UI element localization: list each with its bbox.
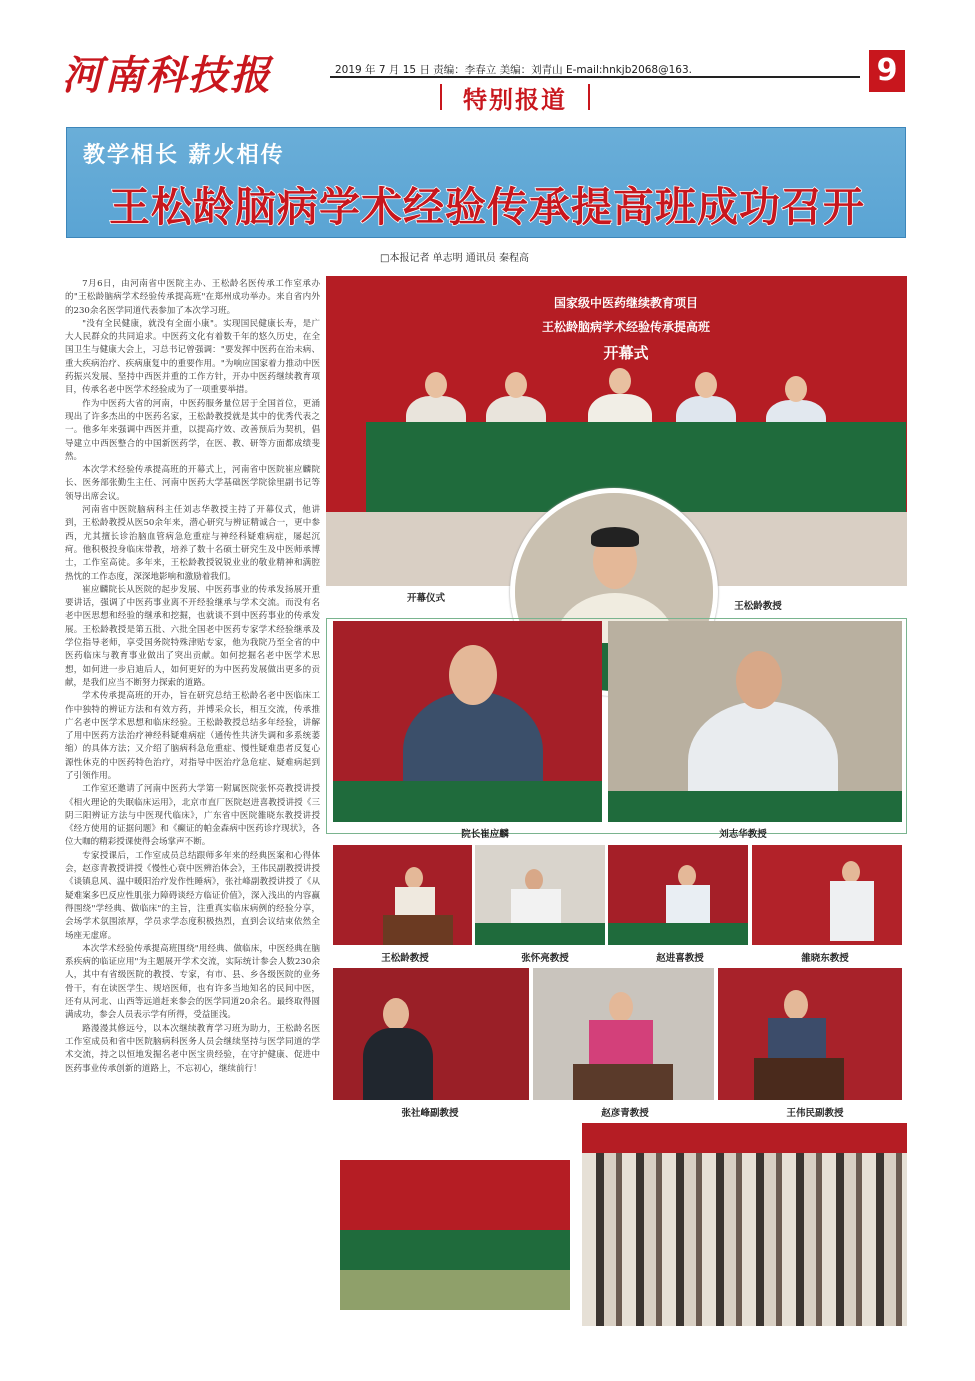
lectern xyxy=(383,915,453,945)
person-head xyxy=(609,992,633,1022)
caption-zhang-hl: 张怀亮教授 xyxy=(521,953,569,964)
article-paragraph: 学术传承提高班的开办，旨在研究总结王松龄名老中医临床工作中独特的辨证方法和有效方药，并博采众长，相互交流，传承推广名老中医学术思想和临床经验。王松龄教授总结多年经验，讲解了用中医药方法治疗神经科疑难病症（通传性共济失调和多系统萎缩）的具体方法；又介绍了脑病科急危重症、慢性疑难患者反复心源性休克的中医药特色治疗，对指导中医治疗急危症、疑难病起到了引领作用。 xyxy=(65,691,320,781)
portrait-hair xyxy=(591,527,639,547)
person-head xyxy=(505,372,527,398)
article-paragraph: 作为中医药大省的河南，中医药服务量位居于全国首位，更涌现出了许多杰出的中医药名家，王松龄教授就是其中的优秀代表之一。他多年来强调中西医并重，以提高疗效、改善预后为契机，倡导建立中西医整合的中国新医药学，在医、教、研等方面都成绩斐然。 xyxy=(65,398,320,462)
photo-liu xyxy=(608,621,902,822)
green-table xyxy=(333,781,602,822)
article-paragraph: 路漫漫其修远兮，以本次继续教育学习班为助力，王松龄名医工作室成员和省中医院脑病科医务人员会继续坚持与医学同道的学术交流，持之以恒地发掘名老中医宝贵经验，在守护健康、促进中医药事业传承创新的道路上，不忘初心，继续前行！ xyxy=(65,1023,320,1074)
photo-zhang-sf xyxy=(333,968,529,1100)
caption-luo: 雒晓东教授 xyxy=(801,953,849,964)
person-head xyxy=(525,869,543,891)
article-paragraph: 工作室还邀请了河南中医药大学第一附属医院张怀亮教授讲授《相火理论的失眠临床运用》，北京市直厂医院赵进喜教授讲授《三阴三阳辨证方法与中医现代临床》，广东省中医院雒晓东教授讲授《经方使用的证据问题》和《癫证的帕金森病中医药诊疗现状》，各位大咖的精彩授课使得会场掌声不断。 xyxy=(65,784,320,848)
floor xyxy=(340,1270,570,1310)
green-table xyxy=(340,1230,570,1270)
masthead-logo: 河南科技报 xyxy=(62,52,272,99)
person-head xyxy=(383,998,409,1030)
header-rule xyxy=(330,76,860,78)
lectern xyxy=(573,1064,673,1100)
article-paragraph: 河南省中医院脑病科主任刘志华教授主持了开幕仪式，他讲到，王松龄教授从医50余年来，潜心研究与辨证精诚合一，更中参西，尤其擅长诊治脑血管病急危重症与神经科疑难病症，屡起沉疴。他积极投身临床带教，培养了数十名硕士研究生及中医师承博士，工作室高徒。多年来，王松龄教授锐锐业业的敬业精神和满腔热忱的工作态度，深深地影响和激励着我们。 xyxy=(65,505,320,582)
caption-zhao-yq: 赵彦青教授 xyxy=(601,1108,649,1119)
photo-zhao-jx xyxy=(608,845,748,945)
photo-stage-wide xyxy=(340,1160,570,1310)
caption-zhang-sf: 张社峰副教授 xyxy=(401,1108,459,1119)
article-paragraph: 本次学术经验传承提高班的开幕式上，河南省中医院崔应麟院长、医务部张勤生主任、河南中医药大学基础医学院徐里副书记等领导出席会议。 xyxy=(65,465,320,502)
green-table xyxy=(475,923,605,945)
headline: 王松龄脑病学术经验传承提高班成功召开 xyxy=(109,183,865,231)
caption-cui: 院长崔应麟 xyxy=(461,829,509,840)
photo-zhao-yq xyxy=(533,968,714,1100)
photo-luo xyxy=(752,845,902,945)
person-head xyxy=(449,645,497,705)
person-head xyxy=(425,372,447,398)
person-head xyxy=(695,372,717,398)
article-paragraph: 崔应麟院长从医院的起步发展、中医药事业的传承发扬展开重要讲话，强调了中医药事业离不开经验继承与学术交流。而没有名老中医思想和经验的继承和挖掘，也就谈不到中医药事业的传承发展。王松龄教授是第五批、六批全国老中医药专家学术经验继承及学位指导老师，享受国务院特殊津贴专家，他为我院乃至全省的中医药临床与教育事业做出了突出贡献。如何挖掘名老中医学术思想，如何进一步启迪后人，如何更好的为中医药发展做出更多的贡献，是我们应当不断努力探索的道路。 xyxy=(65,584,320,688)
section-label: 特别报道 xyxy=(440,80,590,112)
stage-line-3: 开幕式 xyxy=(603,344,649,362)
person-head xyxy=(405,867,423,889)
caption-liu: 刘志华教授 xyxy=(719,829,767,840)
caption-opening: 开幕仪式 xyxy=(406,593,445,604)
photo-zhang-hl xyxy=(475,845,605,945)
headline-banner xyxy=(66,127,906,238)
person-head xyxy=(678,865,696,887)
caption-circle: 王松龄教授 xyxy=(734,601,782,612)
person-figure xyxy=(589,1020,653,1070)
lectern xyxy=(754,1058,844,1100)
subheadline: 教学相长 薪火相传 xyxy=(83,142,285,168)
article-paragraph: 7月6日，由河南省中医院主办、王松龄名医传承工作室承办的"王松龄脑病学术经验传承提高班"在郑州成功举办。来自省内外的230余名医学同道代表参加了本次学习班。 xyxy=(65,279,320,316)
green-table xyxy=(608,791,902,822)
article-paragraph: 本次学术经验传承提高班围绕"用经典、做临床，中医经典在脑系疾病的临证应用"为主题展开学术交流，实际统计参会人数230余人，其中有省级医院的教授、专家，有市、县、乡各级医院的业务骨干，有在读医学生、规培医师，也有许多当地知名的民间中医，还有从河北、山西等远道赶来参会的医学同道20余名。最终取得圆满成功，参会人员表示学有所得，受益匪浅。 xyxy=(65,943,320,1021)
back-banner xyxy=(582,1123,907,1153)
photo-audience xyxy=(582,1123,907,1326)
photo-wang-wm xyxy=(718,968,902,1100)
caption-zhao-jx: 赵进喜教授 xyxy=(656,953,704,964)
person-figure xyxy=(666,885,710,925)
caption-wang: 王松龄教授 xyxy=(381,953,429,964)
person-head xyxy=(842,861,860,883)
person-figure xyxy=(363,1028,433,1100)
article-paragraph: "没有全民健康，就没有全面小康"。实现国民健康长寿，是广大人民群众的共同追求。中医药文化有着数千年的悠久历史，在全国卫生与健康大会上，习总书记曾强调："要发挥中医药在治未病、重大疾病治疗、疾病康复中的重要作用。"为响应国家着力推动中医药振兴发展、坚持中西医并重的工作方针，开办中医药继续教育项目，传承名老中医学术经验成为了一项重要举措。 xyxy=(65,318,320,396)
article-paragraph: 专家授课后，工作室成员总结跟师多年来的经典医案和心得体会，赵彦青教授讲授《慢性心衰中医辨治体会》，王伟民副教授讲授《谈镇息风、温中暖阳治疗发作性睡病》，张社峰副教授讲授了《从疑难案多巴反应性肌张力障碍谈经方临证价值》，深入浅出的内容赢得围绕"学经典、做临床"的主旨，注重真实临床病例的经验分享，会场学术氛围浓厚，学员求学态度积极热烈，直到会议结束依然全场座无虚席。 xyxy=(65,850,320,941)
audience-crowd xyxy=(582,1153,907,1326)
person-head xyxy=(609,368,631,394)
person-head xyxy=(784,990,808,1020)
caption-wang-wm: 王伟民副教授 xyxy=(786,1108,844,1119)
person-figure xyxy=(830,881,874,941)
page-number: 9 xyxy=(869,50,905,92)
person-head xyxy=(736,651,782,709)
stage-line-1: 国家级中医药继续教育项目 xyxy=(553,296,698,310)
green-table xyxy=(608,923,748,945)
person-head xyxy=(785,376,807,402)
photo-cui xyxy=(333,621,602,822)
issue-info: 2019 年 7 月 15 日 责编：李春立 美编：刘青山 E-mail:hnkjb2068@163. xyxy=(335,64,692,76)
stage-line-2: 王松龄脑病学术经验传承提高班 xyxy=(541,320,710,334)
byline: □本报记者 单志明 通讯员 秦程高 xyxy=(380,253,529,264)
article-body xyxy=(65,278,320,1076)
photo-wang xyxy=(333,845,472,945)
